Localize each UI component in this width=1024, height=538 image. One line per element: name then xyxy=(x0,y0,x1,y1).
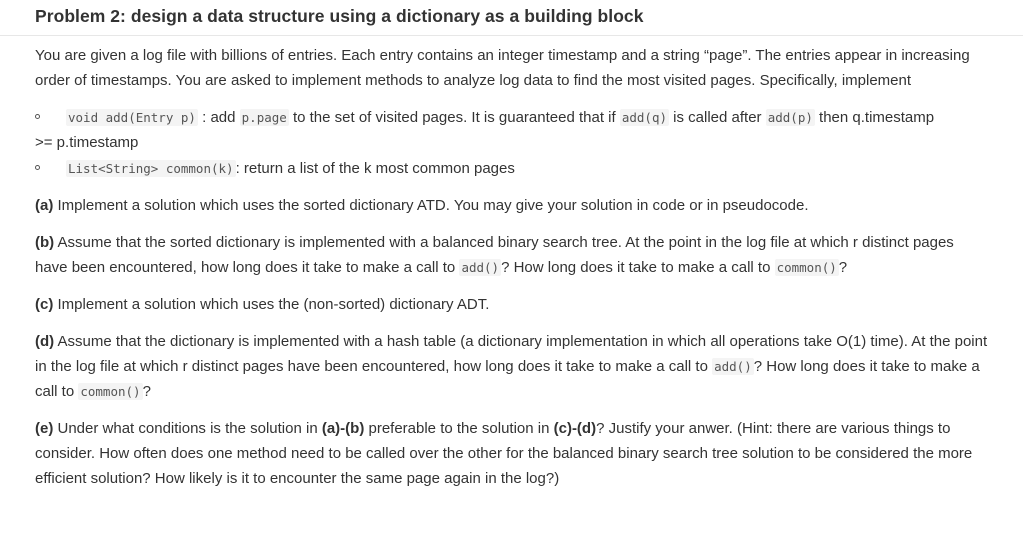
code-common-call: common() xyxy=(80,384,141,399)
code-add-call: add() xyxy=(461,260,500,275)
code-add-q: add(q) xyxy=(621,110,667,125)
circle-bullet-icon xyxy=(35,114,40,119)
part-a: (a) Implement a solution which uses the sorted dictionary ATD. You may give your solution in code or in pseudocode. xyxy=(35,197,809,214)
ref-a-b: (a)-(b) xyxy=(321,420,365,437)
code-add-p: add(p) xyxy=(767,110,813,125)
code-add-signature: void add(Entry p) xyxy=(68,110,196,125)
part-b: (b) Assume that the sorted dictionary is implemented with a balanced binary search tree. At the point in the log file at which r distinct pages have been encountered, how long does it take to make a call to add() ? How long does it take to make a call to common() ? xyxy=(35,234,954,276)
part-d: (d) Assume that the dictionary is implemented with a hash table (a dictionary implementation in which all operations take O(1) time). At the point in the log file at which r distinct pages have been encountered, how long does it take to make a call to add() ? How long does it take to make a call to common() ? xyxy=(35,333,988,400)
page-title: Problem 2: design a data structure using a dictionary as a building block xyxy=(35,6,644,26)
list-item-add-continuation: >= p.timestamp xyxy=(35,134,139,151)
part-a-label: (a) xyxy=(35,197,54,214)
code-common-call: common() xyxy=(776,260,837,275)
ref-c-d: (c)-(d) xyxy=(553,420,597,437)
list-item-add: void add(Entry p) : add p.page to the set of visited pages. It is guaranteed that if add(q) is called after add(p) then q.timestamp >= p.timestamp xyxy=(35,105,988,155)
part-e: (e) Under what conditions is the solution in (a)-(b) preferable to the solution in (c)-(d)? Justify your anwer. (Hint: there are various things to consider. How often does one method need to be called over the other for the balanced binary search tree solution to be considered the more efficient solution? How likely is it to encounter the same page again in the log?) xyxy=(35,420,973,487)
code-add-call: add() xyxy=(714,359,752,374)
code-p-page: p.page xyxy=(241,110,287,125)
circle-bullet-icon xyxy=(35,165,40,170)
intro-paragraph: You are given a log file with billions of entries. Each entry contains an integer timestamp and a string “page”. The entries appear in increasing order of timestamps. You are asked to implement methods to analyze log data to find the most visited pages. Specifically, implement xyxy=(35,47,970,89)
part-e-label: (e) xyxy=(35,420,54,437)
list-item-common: List<String> common(k) : return a list of the k most common pages xyxy=(35,156,988,181)
code-common-signature: List<String> common(k) xyxy=(68,161,234,176)
part-b-label: (b) xyxy=(35,234,55,251)
part-c-label: (c) xyxy=(35,296,54,313)
part-d-label: (d) xyxy=(35,333,55,350)
title-divider xyxy=(0,35,1023,36)
method-list xyxy=(35,105,988,181)
part-c: (c) Implement a solution which uses the (non-sorted) dictionary ADT. xyxy=(35,296,490,313)
